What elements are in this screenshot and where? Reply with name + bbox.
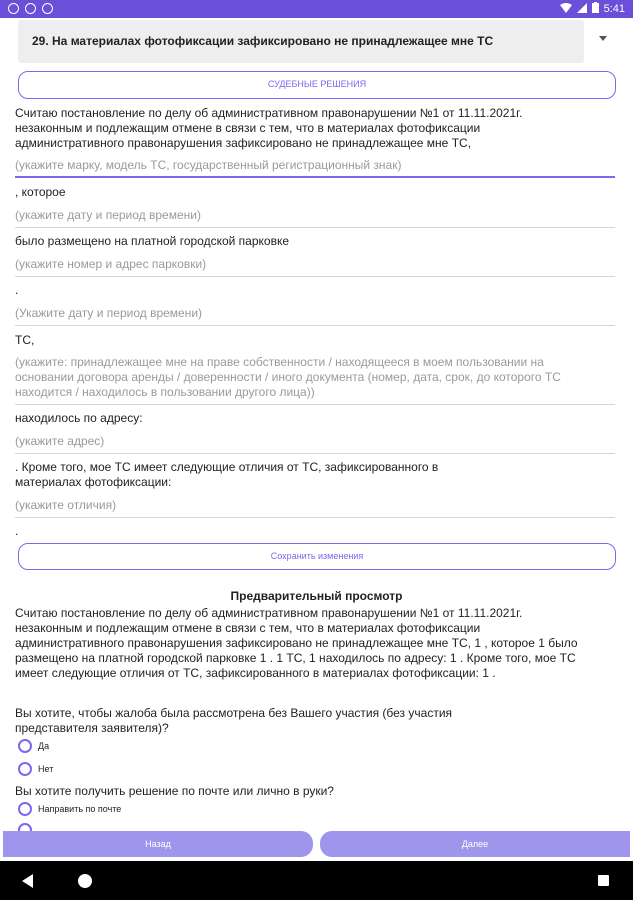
intro-line-2: незаконным и подлежащим отмене в связи с тем, что в материалах фотофиксации — [15, 121, 481, 135]
intro-line-1: Считаю постановление по делу об административном правонарушении №1 от 11.11.2021г. — [15, 106, 523, 120]
address-input-placeholder: (укажите адрес) — [15, 434, 105, 448]
differences-input-placeholder: (укажите отличия) — [15, 498, 117, 512]
save-changes-button[interactable]: Сохранить изменения — [18, 543, 616, 570]
preview-line-3: административного правонарушения зафиксировано не принадлежащее мне ТС, 1 , которое 1 было — [15, 636, 578, 650]
parking-input-placeholder: (укажите номер и адрес парковки) — [15, 257, 207, 271]
radio-mail[interactable] — [18, 802, 121, 816]
reason-dropdown-value: 29. На материалах фотофиксации зафиксировано не принадлежащее мне ТС — [32, 34, 494, 48]
reason-dropdown[interactable] — [18, 20, 584, 63]
circle-icon — [25, 3, 36, 14]
ts-text: ТС, — [15, 333, 35, 347]
differences-input[interactable] — [15, 498, 615, 518]
radio-circle-icon[interactable] — [18, 762, 32, 776]
question-1-line-1: Вы хотите, чтобы жалоба была рассмотрена без Вашего участия (без участия — [15, 706, 453, 720]
dot-text-2: . — [15, 524, 19, 538]
next-button[interactable]: Далее — [320, 831, 630, 857]
ownership-placeholder-line-2: основании договора аренды / доверенности / иного документа (номер, дата, срок, до которого ТС — [15, 370, 561, 384]
parking-input[interactable] — [15, 257, 615, 277]
date-input-1-placeholder: (укажите дату и период времени) — [15, 208, 201, 222]
preview-line-4: размещено на платной городской парковке 1 . 1 ТС, 1 находилось по адресу: 1 . Кроме того, мое ТС — [15, 651, 576, 665]
ownership-input[interactable] — [15, 355, 615, 405]
back-button[interactable]: Назад — [3, 831, 313, 857]
battery-icon — [592, 2, 599, 16]
ownership-placeholder-line-3: находится / находилось в пользовании другого лица)) — [15, 385, 315, 399]
status-bar — [0, 0, 633, 18]
download-icon — [8, 3, 19, 14]
radio-yes-label: Да — [38, 741, 50, 751]
radio-circle-icon[interactable] — [18, 802, 32, 816]
date-input-2-placeholder: (Укажите дату и период времени) — [15, 306, 203, 320]
preview-title: Предварительный просмотр — [230, 589, 403, 603]
radio-yes[interactable] — [18, 739, 49, 753]
vehicle-input-placeholder: (укажите марку, модель ТС, государственный регистрационный знак) — [15, 158, 402, 172]
ownership-placeholder-line-1: (укажите: принадлежащее мне на праве собственности / находящееся в моем пользовании на — [15, 355, 544, 369]
radio-no-label: Нет — [38, 764, 54, 774]
nav-recents-icon[interactable] — [598, 875, 609, 886]
system-nav-bar — [0, 861, 633, 900]
question-2-text: Вы хотите получить решение по почте или лично в руки? — [15, 784, 334, 798]
nav-back-icon[interactable] — [22, 874, 33, 888]
intro-line-3: административного правонарушения зафиксировано не принадлежащее мне ТС, — [15, 136, 472, 150]
nav-home-icon[interactable] — [78, 874, 92, 888]
address-text: находилось по адресу: — [15, 411, 143, 425]
preview-line-1: Считаю постановление по делу об административном правонарушении №1 от 11.11.2021г. — [15, 606, 523, 620]
wifi-icon — [560, 3, 572, 16]
question-1-line-2: представителя заявителя)? — [15, 721, 169, 735]
status-left-icons — [8, 3, 53, 14]
which-text: , которое — [15, 185, 66, 199]
signal-icon — [577, 3, 587, 16]
date-input-2[interactable] — [15, 306, 615, 326]
radio-mail-label: Направить по почте — [38, 804, 122, 814]
status-right-icons — [560, 2, 625, 16]
court-decisions-button[interactable]: СУДЕБНЫЕ РЕШЕНИЯ — [18, 71, 616, 99]
differences-line-1: . Кроме того, мое ТС имеет следующие отличия от ТС, зафиксированного в — [15, 460, 439, 474]
vehicle-input[interactable] — [15, 158, 615, 178]
differences-line-2: материалах фотофиксации: — [15, 475, 172, 489]
date-input-1[interactable] — [15, 208, 615, 228]
status-time: 5:41 — [603, 3, 625, 15]
parking-text: было размещено на платной городской парковке — [15, 234, 290, 248]
radio-no[interactable] — [18, 762, 53, 776]
dot-text-1: . — [15, 283, 19, 297]
preview-line-5: имеет следующие отличия от ТС, зафиксированного в материалах фотофиксации: 1 . — [15, 666, 496, 680]
preview-line-2: незаконным и подлежащим отмене в связи с тем, что в материалах фотофиксации — [15, 621, 481, 635]
address-input[interactable] — [15, 434, 615, 454]
chevron-down-icon[interactable] — [599, 36, 607, 41]
sync-icon — [42, 3, 53, 14]
radio-circle-icon[interactable] — [18, 739, 32, 753]
